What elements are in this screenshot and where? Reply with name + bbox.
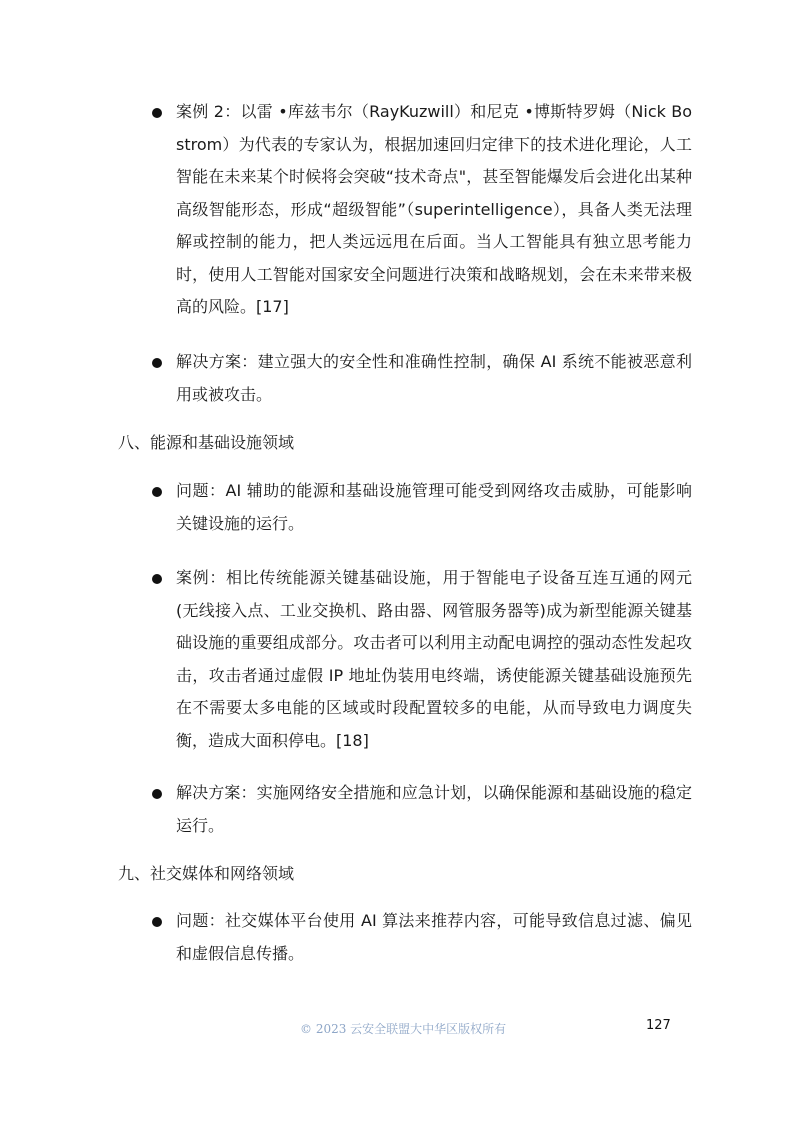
bullet-text: 问题：社交媒体平台使用 AI 算法来推荐内容，可能导致信息过滤、偏见和虚假信息传播。 <box>176 911 692 963</box>
bullet-item-problem-9 <box>152 905 692 970</box>
bullet-item-solution-8 <box>152 777 692 842</box>
footer-copyright: © 2023 云安全联盟大中华区版权所有 <box>300 1022 507 1036</box>
bullet-dot-icon <box>152 574 162 584</box>
bullet-text: 解决方案：建立强大的安全性和准确性控制，确保 AI 系统不能被恶意利用或被攻击。 <box>176 352 692 404</box>
bullet-item-case-8 <box>152 562 692 757</box>
bullet-item-problem-8 <box>152 475 692 540</box>
bullet-item-case-2 <box>152 96 692 324</box>
bullet-dot-icon <box>152 108 162 118</box>
section-heading-social-media: 九、社交媒体和网络领域 <box>118 864 295 883</box>
bullet-item-solution-7 <box>152 346 692 411</box>
bullet-text: 案例：相比传统能源关键基础设施，用于智能电子设备互连互通的网元(无线接入点、工业交换机、路由器、网管服务器等)成为新型能源关键基础设施的重要组成部分。攻击者可以利用主动配电调控的强动态性发起攻击，攻击者通过虚假 IP 地址伪装用电终端，诱使能源关键基础设施预先在不需要太多电能的区域或时段配置较多的电能，从而导致电力调度失衡，造成大面积停电。[18] <box>176 568 692 750</box>
bullet-dot-icon <box>152 789 162 799</box>
bullet-text: 问题：AI 辅助的能源和基础设施管理可能受到网络攻击威胁，可能影响关键设施的运行。 <box>176 481 692 533</box>
bullet-dot-icon <box>152 917 162 927</box>
page-number: 127 <box>646 1018 671 1033</box>
bullet-text: 解决方案：实施网络安全措施和应急计划，以确保能源和基础设施的稳定运行。 <box>176 783 692 835</box>
bullet-text: 案例 2：以雷 •库兹韦尔（RayKuzwill）和尼克 •博斯特罗姆（Nick Bostrom）为代表的专家认为，根据加速回归定律下的技术进化理论，人工智能在未来某个时候将会突破“技术奇点"，甚至智能爆发后会进化出某种高级智能形态，形成“超级智能”（superintelligence），具备人类无法理解或控制的能力，把人类远远甩在后面。当人工智能具有独立思考能力时，使用人工智能对国家安全问题进行决策和战略规划，会在未来带来极高的风险。[17] <box>176 102 692 316</box>
bullet-dot-icon <box>152 487 162 497</box>
bullet-dot-icon <box>152 358 162 368</box>
section-heading-energy: 八、能源和基础设施领域 <box>118 433 295 452</box>
